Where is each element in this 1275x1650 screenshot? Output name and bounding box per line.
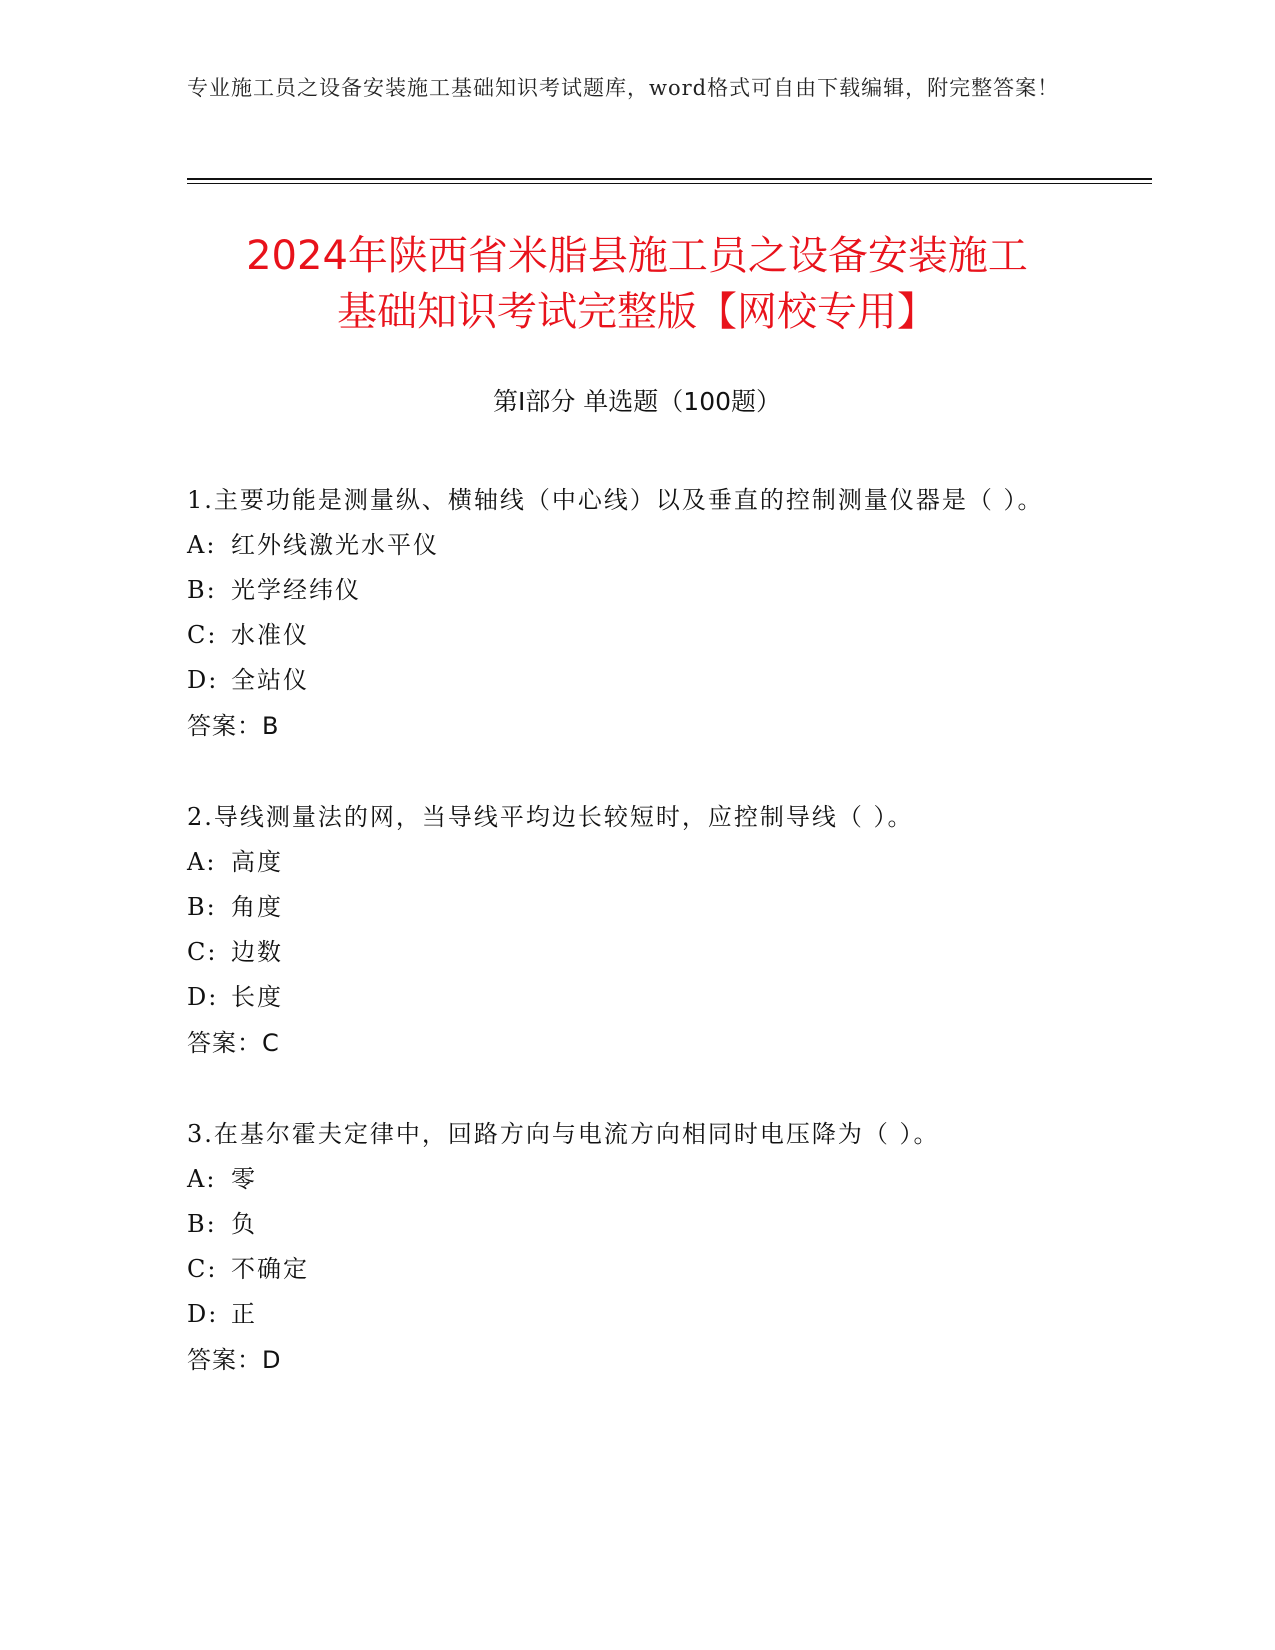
option-b [187, 568, 1067, 613]
question-stem: 2.导线测量法的网，当导线平均边长较短时，应控制导线（ ）。 [187, 803, 914, 831]
option-text: 角度 [231, 893, 283, 921]
header-divider-thick [187, 178, 1152, 180]
option-text: 全站仪 [231, 666, 309, 694]
option-a [187, 840, 1067, 885]
question-stem: 3.在基尔霍夫定律中，回路方向与电流方向相同时电压降为（ ）。 [187, 1120, 940, 1148]
option-text: 高度 [231, 848, 283, 876]
option-letter: B: [187, 576, 217, 604]
option-text: 正 [231, 1300, 257, 1328]
option-letter: B: [187, 1210, 217, 1238]
option-text: 边数 [231, 938, 283, 966]
option-letter: A: [187, 531, 217, 559]
section-heading: 第I部分 单选题（100题） [492, 387, 782, 416]
option-a [187, 523, 1067, 568]
answer-line: 答案：B [187, 712, 280, 740]
answer-line: 答案：D [187, 1346, 282, 1374]
answer-line: 答案：C [187, 1029, 280, 1057]
option-a [187, 1157, 1067, 1202]
option-text: 红外线激光水平仪 [231, 531, 439, 559]
option-text: 负 [231, 1210, 257, 1238]
question-1 [187, 477, 1067, 749]
option-b [187, 1202, 1067, 1247]
question-list [187, 477, 1067, 1428]
option-c [187, 613, 1067, 658]
question-3 [187, 1111, 1067, 1383]
option-letter: C: [187, 938, 218, 966]
option-letter: D: [187, 983, 219, 1011]
option-letter: C: [187, 1255, 218, 1283]
question-stem: 1.主要功能是测量纵、横轴线（中心线）以及垂直的控制测量仪器是（ ）。 [187, 486, 1044, 514]
option-letter: A: [187, 1165, 217, 1193]
header-divider-thin [187, 183, 1152, 184]
option-b [187, 885, 1067, 930]
option-text: 长度 [231, 983, 283, 1011]
header-note: 专业施工员之设备安装施工基础知识考试题库，word格式可自由下载编辑，附完整答案！ [187, 76, 1060, 100]
option-text: 水准仪 [231, 621, 309, 649]
option-letter: B: [187, 893, 217, 921]
option-letter: D: [187, 666, 219, 694]
option-text: 零 [231, 1165, 257, 1193]
document-title [187, 228, 1087, 340]
option-d [187, 1292, 1067, 1337]
option-letter: D: [187, 1300, 219, 1328]
question-2 [187, 794, 1067, 1066]
document-title-line-1: 2024年陕西省米脂县施工员之设备安装施工 [246, 233, 1028, 279]
option-c [187, 930, 1067, 975]
option-letter: C: [187, 621, 218, 649]
document-title-line-2: 基础知识考试完整版【网校专用】 [337, 289, 937, 335]
option-d [187, 975, 1067, 1020]
option-letter: A: [187, 848, 217, 876]
option-text: 不确定 [231, 1255, 309, 1283]
option-d [187, 658, 1067, 703]
option-text: 光学经纬仪 [231, 576, 361, 604]
option-c [187, 1247, 1067, 1292]
